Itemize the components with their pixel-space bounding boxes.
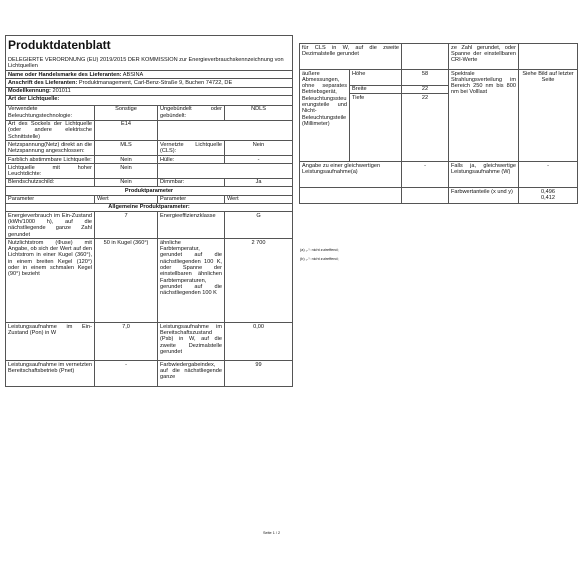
- model-value: 201011: [52, 88, 71, 95]
- model-row: [6, 87, 293, 95]
- depth-value: 22: [402, 94, 449, 162]
- farb-label: Farbwertanteile (x und y): [449, 188, 519, 204]
- height-value: 58: [402, 70, 449, 86]
- dims-row: [300, 70, 578, 86]
- light-type-heading: Art der Lichtquelle:: [6, 95, 293, 105]
- param-row: Leistungsaufnahme im vernetzten Bereitschaftsbetrieb (Pnet) - Farbwiedergabeindex, auf die nächstliegende ganze 99: [6, 361, 293, 387]
- produktparameter-heading: Produktparameter: [6, 187, 293, 195]
- regulation-text: DELEGIERTE VERORDNUNG (EU) 2019/2015 DER KOMMISSION zur Energieverbrauchskennzeichnung von Lichtquellen: [6, 57, 293, 71]
- address-label: Anschrift des Lieferanten:: [8, 79, 78, 86]
- spectral-value: Siehe Bild auf letzter Seite: [519, 70, 578, 162]
- equiv-label: Angabe zu einer gleichwertigen Leistungsaufnahme(a): [300, 162, 402, 188]
- farb-row: [300, 188, 578, 204]
- type-row: Blendschutzschild: Nein Dimmbar: Ja: [6, 178, 293, 186]
- footnote-b: (b) „-“: nicht zutreffend;: [300, 257, 339, 261]
- page-number: Seite 1 / 2: [263, 531, 281, 535]
- type-row: Farblich abstimmbare Lichtquelle: Nein Hülle: -: [6, 156, 293, 164]
- height-label: Höhe: [350, 70, 402, 86]
- title-cell: [6, 36, 293, 57]
- continued-row: für CLS in W, auf die zweite Dezimalstelle gerundet ze Zahl gerundet, oder Spanne der einstellbaren CRI-Werte: [300, 44, 578, 70]
- farb-y: 0,412: [541, 194, 556, 201]
- param-header-row: Parameter Wert Parameter Wert: [6, 195, 293, 203]
- model-label: Modellkennung:: [8, 88, 51, 95]
- supplier-row: [6, 71, 293, 79]
- depth-label: Tiefe: [350, 94, 402, 162]
- right-table: [299, 43, 578, 204]
- type-row: Lichtquelle mit hoher Leuchtdichte: Nein: [6, 164, 293, 179]
- param-row: Leistungsaufnahme im Ein-Zustand (Pon) in W 7,0 Leistungsaufnahme im Bereitschaftszustand (Psb) in W, auf die zweite Dezimalstelle gerundet 0,00: [6, 323, 293, 361]
- spectral-label: Spektrale Strahlungsverteilung im Bereich 250 nm bis 800 nm bei Volllast: [449, 70, 519, 162]
- width-label: Breite: [350, 85, 402, 93]
- param-row: Energieverbrauch im Ein-Zustand (kWh/1000 h), auf die nächstliegende ganze Zahl gerundet 7 Energieeffizienzklasse G: [6, 212, 293, 239]
- address-value: Produktmanagement, Carl-Benz-Straße 9, Buchen 74722, DE: [78, 79, 233, 86]
- param-row: Nutzlichtstrom (Φuse) mit Angabe, ob sich der Wert auf den Lichtstrom in einer Kugel (360°), in einem breiten Kegel (120°) oder in einem schmalen Kegel (90°) bezieht 50 in Kugel (360°) ähnliche Farbtemperatur, gerundet auf die nächstliegenden 100 K, oder Spanne der einstellbaren ähnlichen Farbtemperaturen, gerundet auf die nächstliegenden 100 K 2 700: [6, 239, 293, 323]
- equiv-v2: -: [519, 162, 578, 188]
- supplier-label: Name oder Handelsmarke des Lieferanten:: [8, 71, 122, 78]
- address-row: [6, 79, 293, 87]
- type-row: Verwendete Beleuchtungstechnologie: Sonstige Ungebündelt oder gebündelt: NDLS: [6, 105, 293, 120]
- supplier-value: ABSINA: [122, 71, 144, 78]
- dims-label: äußere Abmessungen, ohne separates Betriebsgerät, Beleuchtungssteuerungsteile und Nicht-Beleuchtungsteile (Millimeter): [300, 70, 350, 162]
- farb-x: 0,496: [541, 188, 556, 195]
- width-value: 22: [402, 85, 449, 93]
- footnote-a: (a) „-“: nicht zutreffend;: [300, 248, 339, 252]
- equiv-value: -: [402, 162, 449, 188]
- type-row: Netzspannung(Netz) direkt an die Netzspannung angeschlossen: MLS Vernetzte Lichtquelle (CLS): Nein: [6, 141, 293, 156]
- footnotes: [300, 246, 339, 264]
- farb-values: [519, 188, 578, 204]
- type-row: Art des Sockels der Lichtquelle (oder andere elektrische Schnittstelle) E14: [6, 120, 293, 141]
- left-table: [5, 35, 293, 387]
- page-title: Produktdatenblatt: [8, 38, 111, 52]
- equiv-row: [300, 162, 578, 188]
- equiv-l2: Falls ja, gleichwertige Leistungsaufnahme (W): [449, 162, 519, 188]
- allgemeine-heading: Allgemeine Produktparameter:: [6, 203, 293, 211]
